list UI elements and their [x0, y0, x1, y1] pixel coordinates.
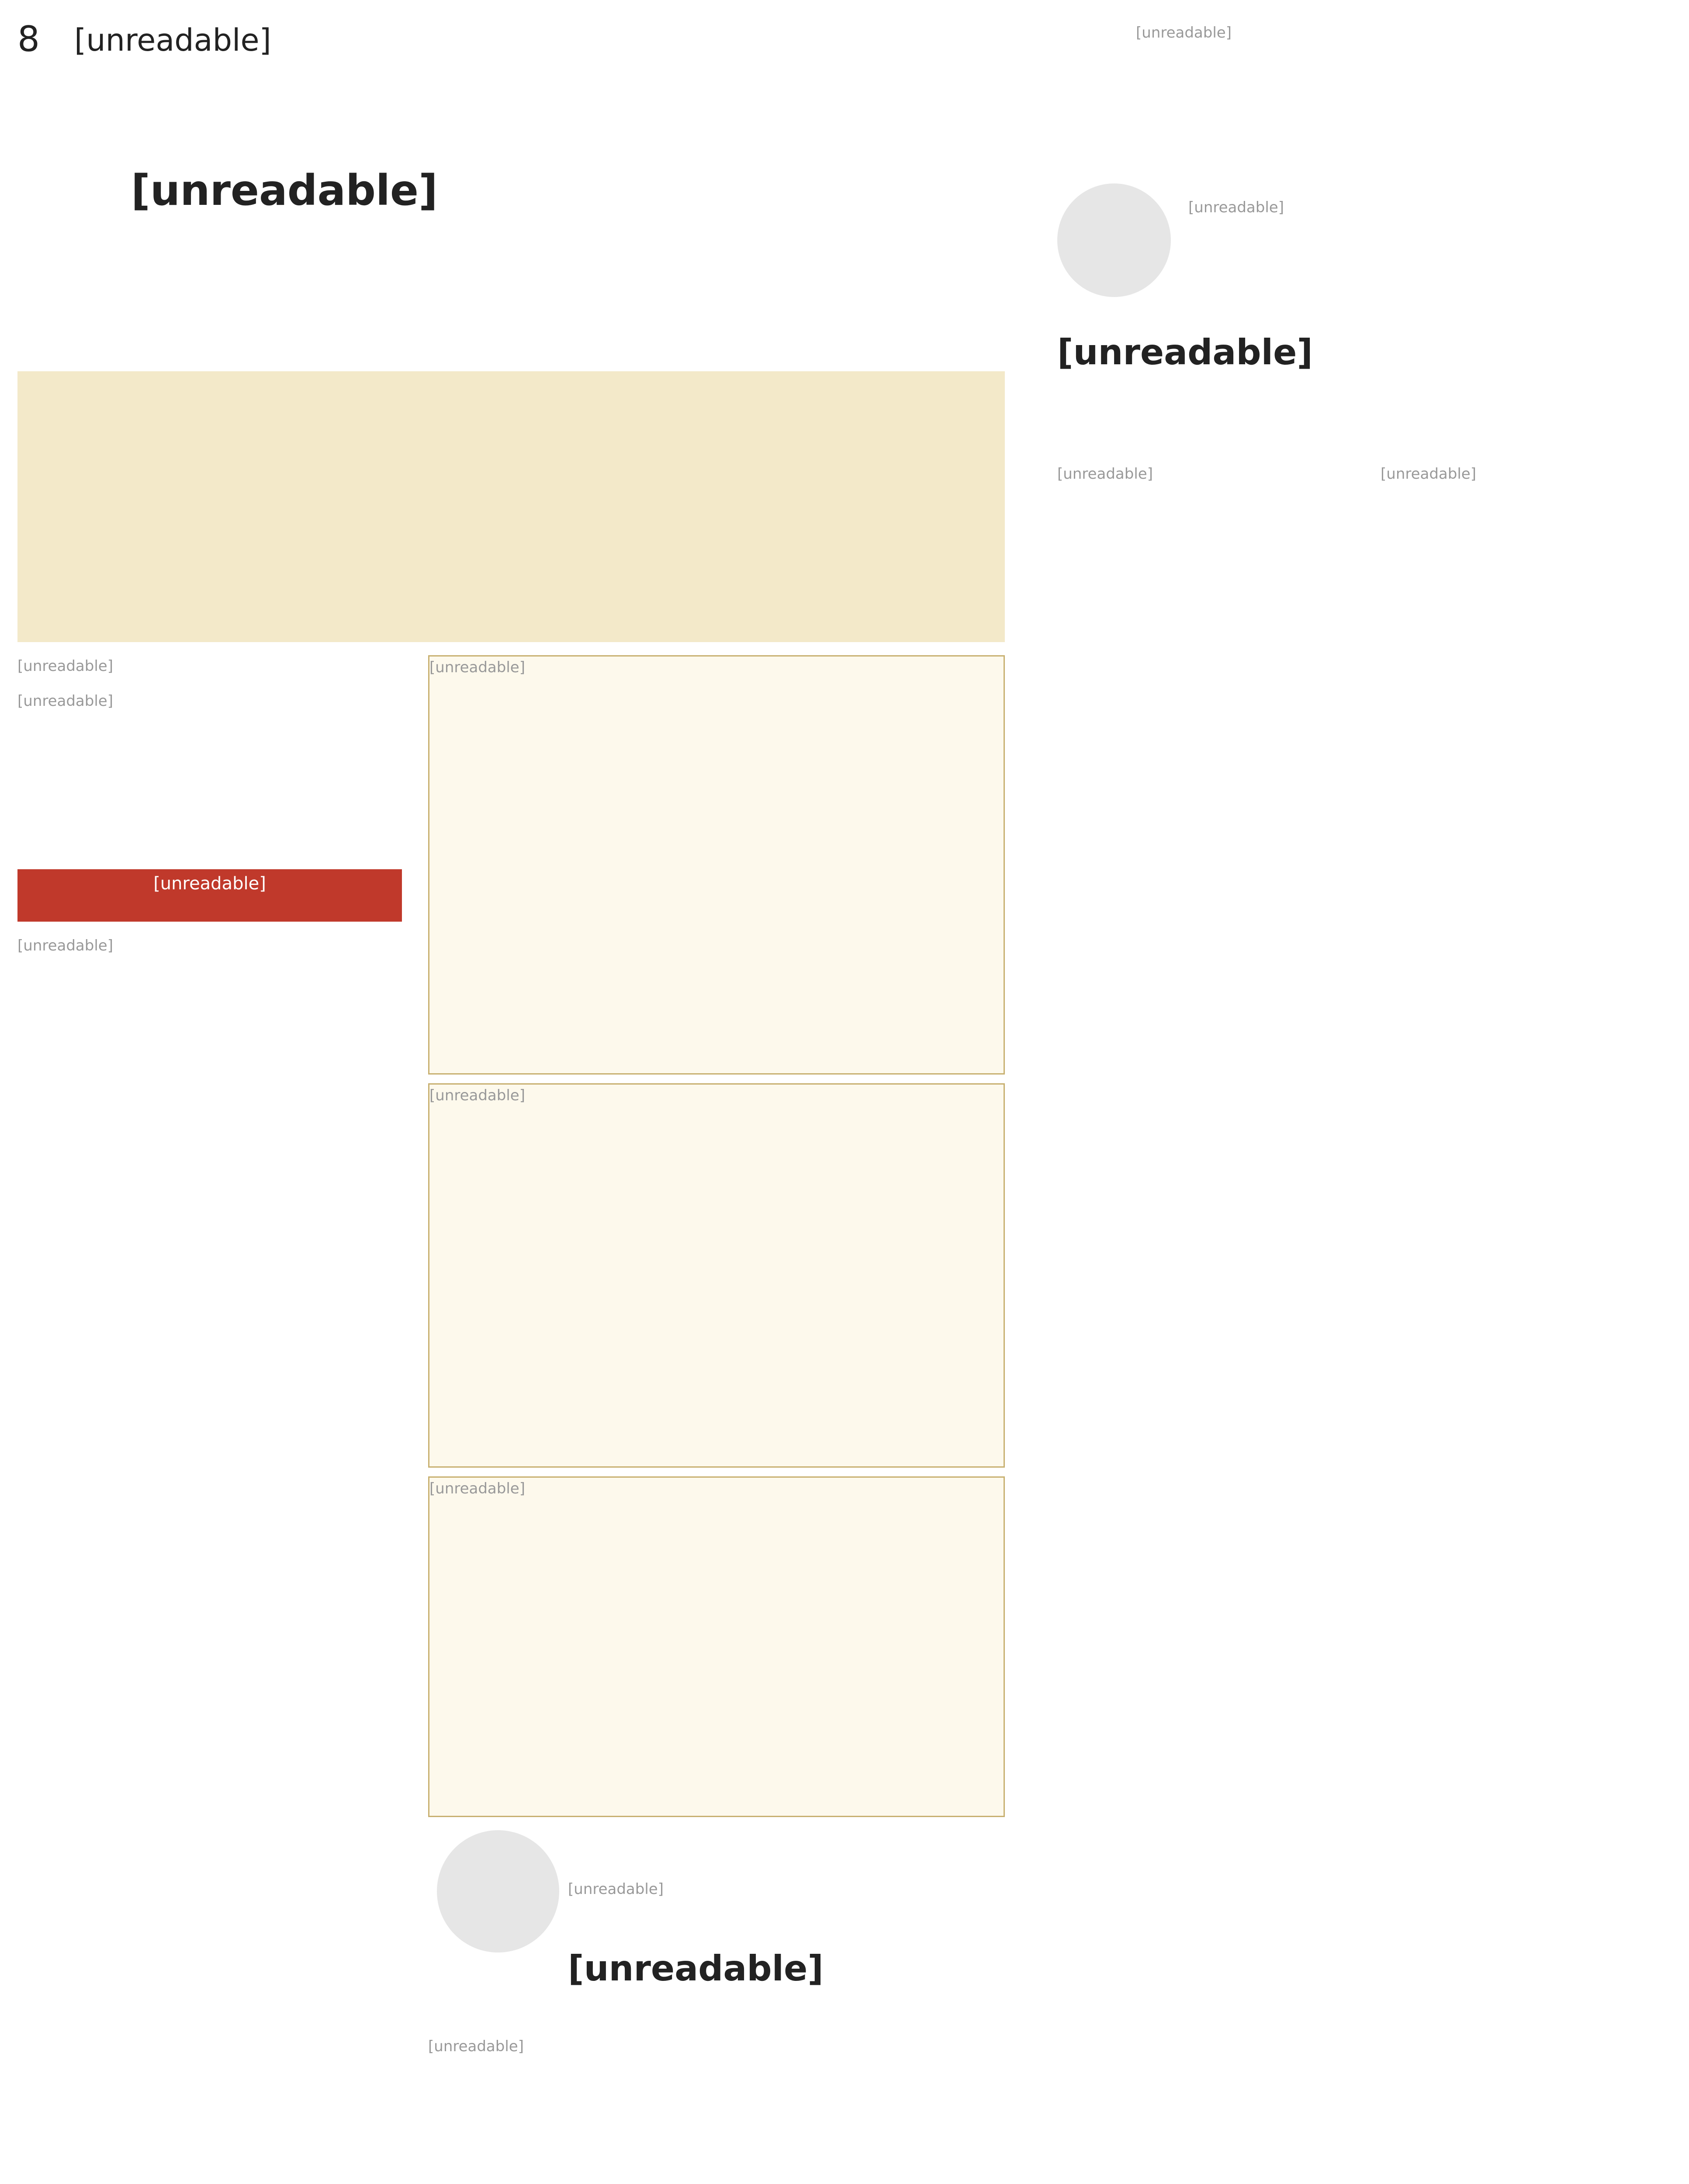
illustration — [17, 371, 1005, 642]
left-column-body: [unreadable] — [17, 937, 113, 954]
right-column-label: [unreadable] — [1188, 199, 1284, 216]
columnist-photo-bottom — [437, 1830, 559, 1952]
subhead-1: [unreadable] — [17, 869, 402, 922]
section-label: [unreadable] — [74, 22, 271, 58]
lead-paragraph: [unreadable] — [17, 692, 113, 710]
bottom-headline: [unreadable] — [568, 1948, 824, 1989]
chart-3: [unreadable] — [428, 1476, 1005, 1817]
right-body-1: [unreadable] — [1057, 465, 1153, 483]
chart-1: [unreadable] — [428, 655, 1005, 1075]
columnist-photo-right — [1057, 183, 1171, 297]
headline: [unreadable] — [131, 166, 438, 215]
right-body-2: [unreadable] — [1381, 465, 1476, 483]
bottom-column-label: [unreadable] — [568, 1880, 664, 1898]
byline: [unreadable] — [17, 657, 113, 675]
page-number: 8 — [17, 19, 40, 59]
right-headline: [unreadable] — [1057, 332, 1313, 373]
masthead: [unreadable] — [1136, 24, 1232, 41]
chart-2: [unreadable] — [428, 1083, 1005, 1468]
bottom-body: [unreadable] — [428, 2038, 524, 2055]
